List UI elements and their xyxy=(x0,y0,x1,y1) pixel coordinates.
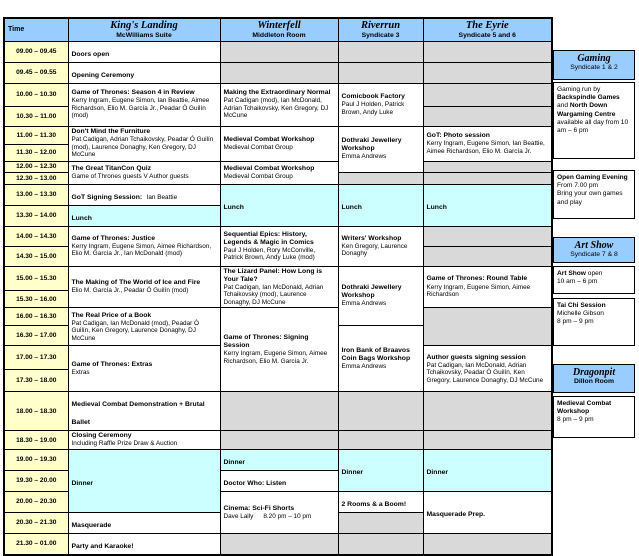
lunch-cell: Lunch xyxy=(338,184,423,226)
schedule-cell: Medieval Combat Workshop Medieval Combat Group xyxy=(220,161,338,184)
time-slot: 18.00 – 18.30 xyxy=(4,392,68,431)
art-show-venue: Syndicate 7 & 8 xyxy=(570,251,618,258)
dragonpit-title: Dragonpit xyxy=(572,367,616,378)
time-slot: 19.30 – 20.00 xyxy=(4,470,68,491)
time-slot: 16.00 – 16.30 xyxy=(4,308,68,326)
art-show-title: Art Show xyxy=(574,240,614,251)
schedule-cell: Cinema: Sci-Fi Shorts Dave Lally 8.20 pm – 10 pm xyxy=(220,491,338,533)
time-slot: 12.00 – 12.30 xyxy=(4,161,68,172)
time-slot: 17.00 – 17.30 xyxy=(4,346,68,370)
schedule-cell: Party and Karaoke! xyxy=(68,533,220,555)
open-gaming-box: Open Gaming Evening From 7.00 pm Bring your own games and play xyxy=(553,170,635,219)
room-venue: Syndicate 5 and 6 xyxy=(458,31,516,39)
room-name: King's Landing xyxy=(110,20,178,31)
empty-slot xyxy=(423,246,552,266)
empty-slot xyxy=(338,431,423,450)
schedule-cell: Game of Thrones: Justice Kerry Ingram, Eugene Simon, Aimee Richardson, Elio M. García Jr., Ian McDonald (mod) xyxy=(68,226,220,266)
gaming-header xyxy=(553,50,635,80)
time-slot: 11.00 – 11.30 xyxy=(4,126,68,144)
schedule-cell: Masquerade Prep. xyxy=(423,491,552,533)
time-slot: 20.30 – 21.30 xyxy=(4,512,68,533)
empty-slot xyxy=(220,431,338,450)
schedule-table xyxy=(3,17,553,556)
empty-slot xyxy=(423,161,552,172)
dragonpit-venue: Dillon Room xyxy=(573,378,615,385)
time-slot: 15.00 – 15.30 xyxy=(4,266,68,290)
room-header-riverrun xyxy=(338,18,423,41)
time-slot: 12.30 – 13.00 xyxy=(4,172,68,184)
art-show-open-box: Art Show open 10 am – 6 pm xyxy=(553,266,635,294)
room-venue: Middleton Room xyxy=(252,31,306,39)
schedule-cell: Dothraki Jewellery Workshop Emma Andrews xyxy=(338,126,423,172)
tai-chi-box: Tai Chi Session Michelle Gibson 8 pm – 9 pm xyxy=(553,298,635,346)
room-header-winterfell xyxy=(220,18,338,41)
room-venue: Syndicate 3 xyxy=(361,31,400,39)
presenter: Dave Lally xyxy=(223,512,254,520)
time-header: Time xyxy=(4,18,68,41)
empty-slot xyxy=(220,533,338,555)
time-slot: 18.30 – 19.00 xyxy=(4,431,68,450)
schedule-cell: Medieval Combat Workshop Medieval Combat Group xyxy=(220,126,338,161)
time-slot: 17.30 – 18.00 xyxy=(4,370,68,392)
schedule-cell: Author guests signing session Pat Cadigan, Ian McDonald, Adrian Tchaikovsky, Peadar Ó Guilín, Ken Gregory, Laurence Donaghy, DJ McCune xyxy=(423,346,552,392)
dinner-cell: Dinner xyxy=(220,449,338,470)
time-slot: 14.00 – 14.30 xyxy=(4,226,68,246)
dinner-cell: Dinner xyxy=(423,449,552,491)
art-show-header xyxy=(553,237,635,263)
schedule-cell: The Lizard Panel: How Long is Your Tale? Pat Cadigan, Ian McDonald, Adrian Tchaikovsky (mod), Laurence Donaghy, DJ McCune xyxy=(220,266,338,308)
empty-slot xyxy=(338,533,423,555)
dinner-cell: Dinner xyxy=(68,449,220,512)
schedule-cell: GoT: Photo session Kerry Ingram, Eugene Simon, Ian Beattie, Aimee Richardson, Elio M. García Jr. xyxy=(423,126,552,161)
empty-slot xyxy=(423,62,552,83)
schedule-cell: Don't Mind the Furniture Pat Cadigan, Adrian Tchaikovsky, Peadar Ó Guilín (mod), Laurence Donaghy, Ken Gregory, DJ McCune xyxy=(68,126,220,161)
room-header-eyrie xyxy=(423,18,552,41)
schedule-cell: Doctor Who: Listen xyxy=(220,470,338,491)
empty-slot xyxy=(338,392,423,431)
schedule-cell: The Real Price of a Book Pat Cadigan, Ian McDonald (mod), Peadar Ó Guilín, Ken Gregory, Laurence Donaghy, DJ McCune xyxy=(68,308,220,346)
gaming-venue: Syndicate 1 & 2 xyxy=(570,64,618,71)
time-slot: 15.30 – 16.00 xyxy=(4,290,68,308)
room-name: Winterfell xyxy=(257,20,301,31)
lunch-cell: Lunch xyxy=(423,184,552,226)
empty-slot xyxy=(338,41,423,62)
empty-slot xyxy=(338,62,423,83)
empty-slot xyxy=(338,512,423,533)
schedule-cell: Doors open xyxy=(68,41,220,62)
schedule-cell: 2 Rooms & a Boom! xyxy=(338,491,423,512)
lunch-cell: Lunch xyxy=(220,184,338,226)
schedule-cell: The Great TitanCon Quiz Game of Thrones guests V Author guests xyxy=(68,161,220,184)
empty-slot xyxy=(423,41,552,62)
empty-slot xyxy=(423,226,552,246)
schedule-cell: GoT Signing Session: Ian Beattie xyxy=(68,184,220,205)
time-slot: 10.00 – 10.30 xyxy=(4,83,68,106)
room-name: Riverrun xyxy=(360,20,401,31)
gaming-title: Gaming xyxy=(577,53,611,64)
time-slot: 11.30 – 12.00 xyxy=(4,144,68,161)
schedule-cell: Dothraki Jewellery Workshop Emma Andrews xyxy=(338,266,423,326)
lunch-cell: Lunch xyxy=(68,205,220,226)
empty-slot xyxy=(423,308,552,346)
schedule-cell: Game of Thrones: Season 4 in Review Kerry Ingram, Eugene Simon, Ian Beattie, Aimee Richardson, Elio M. García Jr., Peadar Ó Guilín (mod) xyxy=(68,83,220,126)
empty-slot xyxy=(220,41,338,62)
time-slot: 14.30 – 15.00 xyxy=(4,246,68,266)
empty-slot xyxy=(220,62,338,83)
time-slot: 16.30 – 17.00 xyxy=(4,326,68,346)
time-slot: 09.00 – 09.45 xyxy=(4,41,68,62)
schedule-cell: Sequential Epics: History, Legends & Magic in Comics Paul J Holden, Rory McConville, Patrick Brown, Andy Luke (mod) xyxy=(220,226,338,266)
dinner-cell: Dinner xyxy=(338,449,423,491)
schedule-cell: Game of Thrones: Signing Session Kerry Ingram, Eugene Simon, Aimee Richardson, Elio M. García Jr. xyxy=(220,308,338,392)
time-slot: 19.00 – 19.30 xyxy=(4,449,68,470)
schedule-cell: Game of Thrones: Extras Extras xyxy=(68,346,220,392)
empty-slot xyxy=(423,83,552,106)
room-venue: McWilliams Suite xyxy=(116,31,172,39)
empty-slot xyxy=(423,106,552,126)
schedule-cell: Medieval Combat Demonstration + Brutal Ballet xyxy=(68,392,220,431)
room-header-kings-landing xyxy=(68,18,220,41)
empty-slot xyxy=(423,431,552,450)
schedule-cell: Masquerade xyxy=(68,512,220,533)
dragonpit-header xyxy=(553,364,635,393)
time-slot: 09.45 – 09.55 xyxy=(4,62,68,83)
time-slot: 13.00 – 13.30 xyxy=(4,184,68,205)
gaming-info-box: Gaming run by Backspindle Games and North Down Wargaming Centre available all day from 10 am – 6 pm xyxy=(553,82,635,159)
schedule-cell: Comicbook Factory Paul J Holden, Patrick Brown, Andy Luke xyxy=(338,83,423,126)
schedule-cell: Iron Bank of Braavos Coin Bags Workshop Emma Andrews xyxy=(338,326,423,392)
time-slot: 13.30 – 14.00 xyxy=(4,205,68,226)
schedule-cell: Opening Ceremony xyxy=(68,62,220,83)
schedule-cell: Writers' Workshop Ken Gregory, Laurence Donaghy xyxy=(338,226,423,266)
empty-slot xyxy=(423,392,552,431)
schedule-cell: Game of Thrones: Round Table Kerry Ingram, Eugene Simon, Aimee Richardson xyxy=(423,266,552,308)
room-name: The Eyrie xyxy=(465,20,509,31)
empty-slot xyxy=(220,392,338,431)
schedule-cell: Making the Extraordinary Normal Pat Cadigan (mod), Ian McDonald, Adrian Tchaikovsky, Ken Gregory, DJ McCune xyxy=(220,83,338,126)
empty-slot xyxy=(338,172,423,184)
time-slot: 10.30 – 11.00 xyxy=(4,106,68,126)
empty-slot xyxy=(423,172,552,184)
time-slot: 21.30 – 01.00 xyxy=(4,533,68,555)
header-row xyxy=(4,18,552,41)
schedule-cell: Closing Ceremony Including Raffle Prize Draw & Auction xyxy=(68,431,220,450)
schedule-cell: The Making of The World of Ice and Fire Elio M. García Jr., Peadar Ó Guilín (mod) xyxy=(68,266,220,308)
dragonpit-workshop-box: Medieval Combat Workshop 8 pm – 9 pm xyxy=(553,396,635,438)
event-time: 8.20 pm – 10 pm xyxy=(263,512,312,520)
time-slot: 20.00 – 20.30 xyxy=(4,491,68,512)
empty-slot xyxy=(423,533,552,555)
